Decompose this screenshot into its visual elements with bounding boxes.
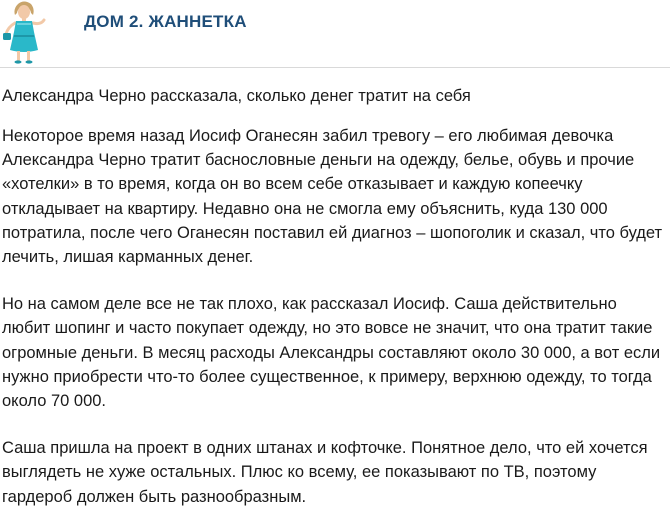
article-title: Александра Черно рассказала, сколько денег тратит на себя	[2, 87, 471, 105]
article-paragraph-1: Некоторое время назад Иосиф Оганесян забил тревогу – его любимая девочка Александра Черно тратит баснословные деньги на одежду, белье, обувь и прочие «хотелки» в то время, когда он во всем себе отказывает и каждую копеечку откладывает на квартиру. Недавно она не смогла ему объяснить, куда 130 000 потратила, после чего Оганесян поставил ей диагноз – шопоголик и сказал, что будет лечить, лишая карманных денег.	[2, 127, 663, 267]
article-paragraph-2: Но на самом деле все не так плохо, как рассказал Иосиф. Саша действительно любит шопинг и часто покупает одежду, но это вовсе не значит, что она тратит такие огромные деньги. В месяц расходы Александры составляют около 30 000, а вот если нужно приобрести что-то более существенное, к примеру, верхнюю одежду, то тогда около 70 000.	[2, 295, 661, 411]
girl-figure-logo-icon[interactable]	[0, 0, 48, 64]
article-paragraph-3: Саша пришла на проект в одних штанах и кофточке. Понятное дело, что ей хочется выглядеть не хуже остальных. Плюс ко всему, ее показывают по ТВ, поэтому гардероб должен быть разнообразным.	[2, 439, 648, 506]
site-title[interactable]: ДОМ 2. ЖАННЕТКА	[84, 12, 247, 31]
site-header	[0, 0, 670, 66]
header-divider	[0, 67, 670, 68]
article-body	[2, 84, 666, 532]
